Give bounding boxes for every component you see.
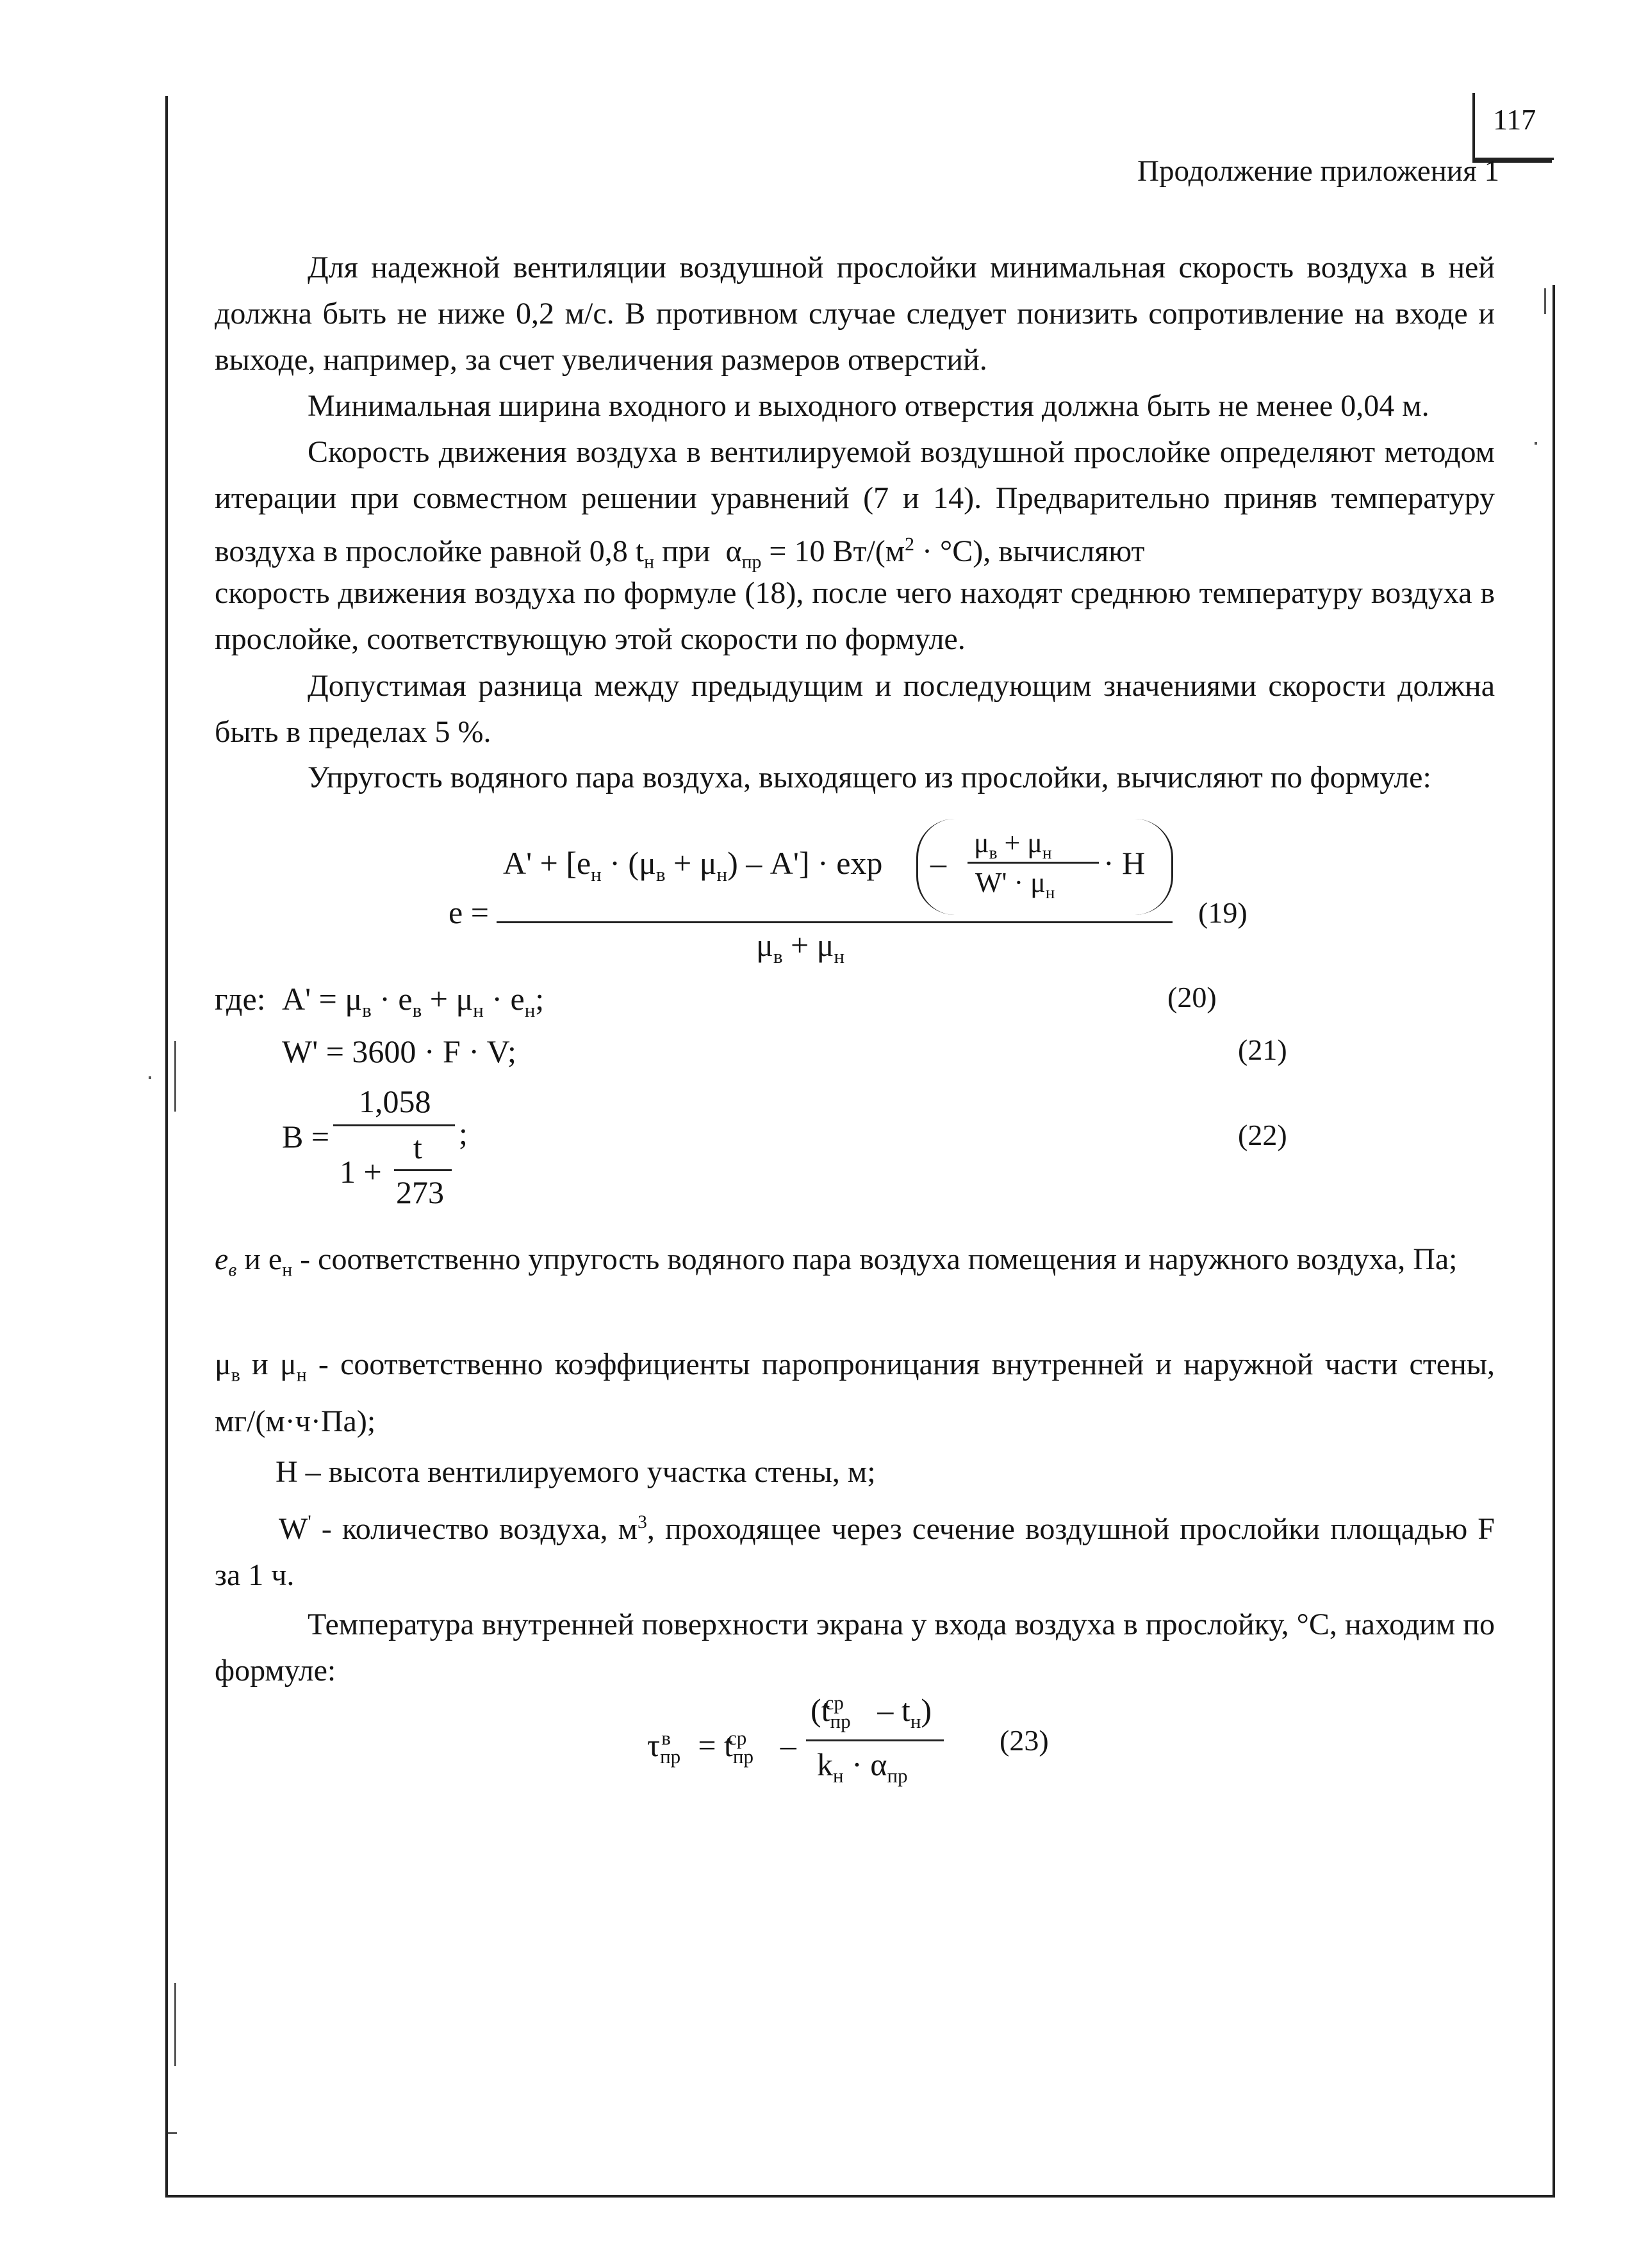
scan-mark	[149, 1076, 151, 1079]
eq19-fraction-line	[497, 921, 1173, 923]
alpha-units: · °С), вычисляют	[922, 534, 1145, 568]
eq23-numerator: $(t_{пр}^{ср} - t_н)$	[811, 1691, 932, 1732]
scan-mark	[168, 2132, 177, 2134]
eq22-273: 273	[396, 1174, 444, 1210]
eq21-formula: W' = 3600 · F · V;	[282, 1033, 516, 1069]
eq19-exp-fraction-line	[968, 862, 1099, 864]
paragraph-ventilation: Для надежной вентиляции воздушной прослойки минимальная скорость воздуха в ней должна быть не ниже 0,2 м/с. В противном случае следует понизить сопротивление на входе и выходе, например, за счет увеличения размеров отверстий.	[215, 251, 1495, 377]
paragraph-iteration	[215, 429, 1495, 586]
paragraph-iteration-text: Скорость движения воздуха в вентилируемой воздушной прослойке определяют методом итерации при совместном решении уравнений (7 и 14). Предварительно приняв температуру воздуха в прослойке равной 0,8	[215, 435, 1495, 568]
paragraph-iteration-end: скорость движения воздуха по формуле (18), после чего находят среднюю температуру воздуха в прослойке, соответствующую этой скорости по формуле.	[215, 576, 1495, 656]
eq20-formula: $A' = \mu_в \cdot e_в + \mu_н \cdot e_н$;	[282, 981, 545, 1021]
page-number: 117	[1493, 103, 1536, 136]
eq20-label: (20)	[1167, 981, 1217, 1014]
paragraph-tolerance: Допустимая разница между предыдущим и последующим значениями скорости должна быть в пределах 5 %.	[215, 669, 1495, 749]
definition-h: Н – высота вентилируемого участка стены, м;	[276, 1455, 876, 1489]
eq23-denominator: $k_н \cdot \alpha_{пр}$	[817, 1746, 908, 1787]
alpha-value: = 10 Вт/(м	[769, 534, 905, 568]
eq19-exp-minus: –	[930, 845, 946, 881]
scan-mark	[174, 1041, 176, 1112]
eq22-lhs: B =	[282, 1119, 330, 1155]
continuation-label: Продолжение приложения 1	[1137, 154, 1499, 188]
definition-mu: $\mu_в$ и $\mu_н$ - соответственно коэффициенты паропроницания внутренней и наружной части стены, мг/(м·ч·Па);	[215, 1347, 1495, 1438]
eq23-lhs: $\tau_{пр}^в = t_{пр}^{ср}$ –	[647, 1727, 796, 1768]
eq19-denominator: $\mu_в + \mu_н$	[756, 927, 845, 967]
paragraph-vapor-pressure: Упругость водяного пара воздуха, выходящего из прослойки, вычисляют по формуле:	[308, 760, 1431, 794]
t-symbol: $t_н$	[635, 534, 655, 573]
frame-bottom-line	[165, 2195, 1555, 2198]
scan-mark	[1535, 442, 1537, 445]
alpha-symbol: $\alpha_{пр}$	[725, 534, 762, 573]
eq22-one-plus: 1 +	[340, 1154, 382, 1190]
definition-e: $e_в$ и $е_н$ - соответственно упругость водяного пара воздуха помещения и наружного воздуха, Па;	[215, 1242, 1458, 1281]
frame-right-line	[1553, 285, 1555, 2198]
definition-w: W' - количество воздуха, $м^3$, проходящее через сечение воздушной прослойки площадью F за 1 ч.	[215, 1511, 1495, 1592]
eq21-label: (21)	[1238, 1033, 1287, 1066]
eq19-numerator: $A' + [e_н \cdot (\mu_в + \mu_н) - A'] \cdot \exp$	[503, 845, 883, 885]
eq22-t: t	[413, 1130, 422, 1165]
eq22-inner-fraction-line	[394, 1169, 452, 1171]
text-pri: при	[662, 534, 711, 568]
eq23-label: (23)	[1000, 1724, 1049, 1757]
eq22-numerator: 1,058	[359, 1083, 431, 1119]
eq19-exp-numerator: $\mu_в + \mu_н$	[974, 827, 1052, 862]
eq19-label: (19)	[1198, 896, 1248, 929]
eq22-fraction-line	[333, 1124, 455, 1126]
superscript: 2	[905, 534, 915, 555]
eq22-semicolon: ;	[459, 1115, 468, 1151]
eq19-lhs: e =	[449, 894, 489, 930]
scan-mark	[1544, 288, 1546, 314]
eq22-label: (22)	[1238, 1119, 1287, 1151]
paragraph-opening-width: Минимальная ширина входного и выходного отверстия должна быть не менее 0,04 м.	[308, 389, 1429, 423]
scan-mark	[174, 1983, 176, 2066]
eq20-where: где:	[215, 981, 266, 1017]
paragraph-surface-temp: Температура внутренней поверхности экрана у входа воздуха в прослойку, °С, находим по формуле:	[215, 1607, 1495, 1688]
eq23-fraction-line	[806, 1739, 944, 1741]
eq19-exp-denominator: $W' \cdot \mu_н$	[975, 867, 1055, 902]
frame-left-line	[165, 96, 168, 2198]
eq19-exp-h: · H	[1103, 845, 1146, 881]
